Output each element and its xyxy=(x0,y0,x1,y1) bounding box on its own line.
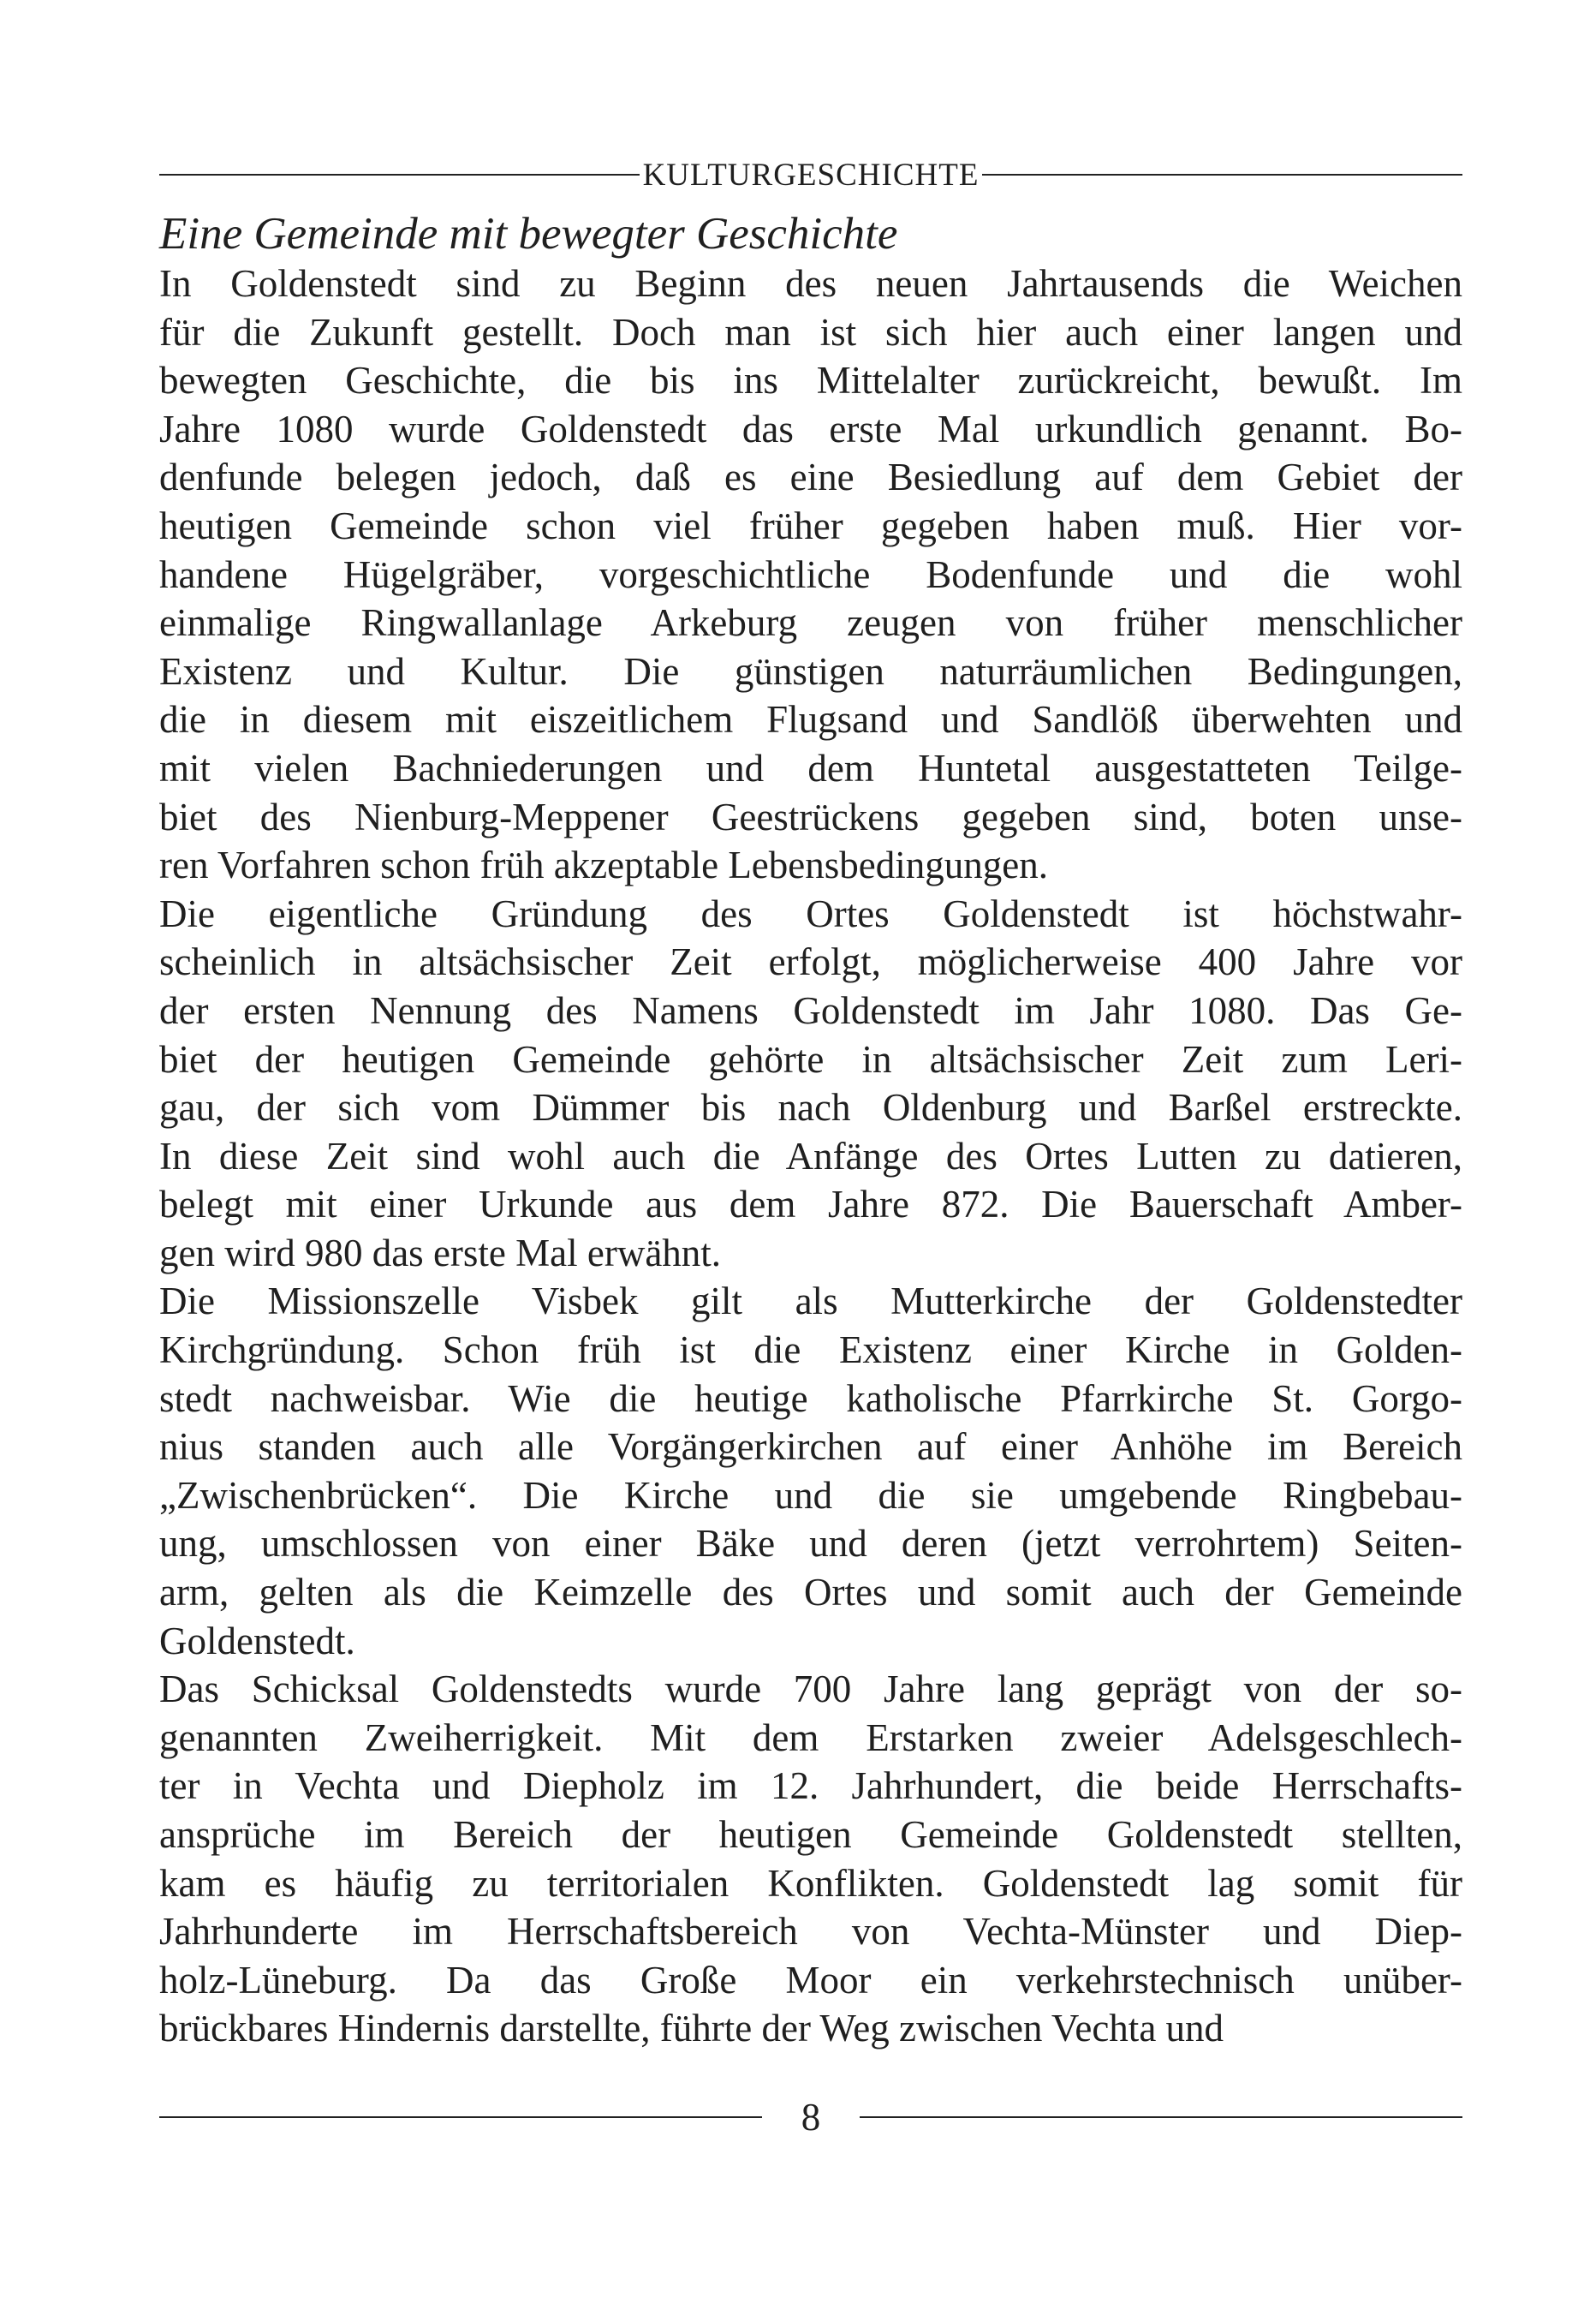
text-line: Die eigentliche Gründung des Ortes Goldenstedt ist höchstwahr- xyxy=(159,892,1462,935)
text-line: ter in Vechta und Diepholz im 12. Jahrhundert, die beide Herrschafts- xyxy=(159,1764,1462,1808)
text-line: Goldenstedt. xyxy=(159,1619,355,1662)
section-heading: KULTURGESCHICHTE xyxy=(642,157,980,193)
text-line: Die Missionszelle Visbek gilt als Mutterkirche der Goldenstedter xyxy=(159,1280,1462,1323)
page-footer xyxy=(159,2093,1462,2141)
header-rule-left xyxy=(159,174,640,176)
page-content xyxy=(159,209,1462,2053)
text-line: der ersten Nennung des Namens Goldenstedt im Jahr 1080. Das Ge- xyxy=(159,988,1462,1032)
text-line: ren Vorfahren schon früh akzeptable Lebensbedingungen. xyxy=(159,844,1048,887)
text-line: scheinlich in altsächsischer Zeit erfolgt, möglicherweise 400 Jahre vor xyxy=(159,940,1462,984)
text-line: ansprüche im Bereich der heutigen Gemeinde Goldenstedt stellten, xyxy=(159,1813,1462,1856)
paragraph xyxy=(159,1277,1462,1665)
text-line: brückbares Hindernis darstellte, führte der Weg zwischen Vechta und xyxy=(159,2007,1224,2050)
text-line: gen wird 980 das erste Mal erwähnt. xyxy=(159,1231,722,1274)
text-line: für die Zukunft gestellt. Doch man ist sich hier auch einer langen und xyxy=(159,310,1462,354)
article-title: Eine Gemeinde mit bewegter Geschichte xyxy=(159,209,898,259)
text-line: biet des Nienburg-Meppener Geestrückens gegeben sind, boten unse- xyxy=(159,795,1462,838)
running-header xyxy=(159,151,1462,199)
paragraph xyxy=(159,890,1462,1278)
text-line: mit vielen Bachniederungen und dem Huntetal ausgestatteten Teilge- xyxy=(159,746,1462,790)
text-line: gau, der sich vom Dümmer bis nach Oldenburg und Barßel erstreckte. xyxy=(159,1086,1462,1130)
text-line: Kirchgründung. Schon früh ist die Existenz einer Kirche in Golden- xyxy=(159,1328,1462,1372)
text-line: holz-Lüneburg. Da das Große Moor ein verkehrstechnisch unüber- xyxy=(159,1958,1462,2002)
text-line: Existenz und Kultur. Die günstigen naturräumlichen Bedingungen, xyxy=(159,649,1462,693)
footer-rule-right xyxy=(860,2116,1462,2118)
header-rule-right xyxy=(982,174,1462,176)
text-line: einmalige Ringwallanlage Arkeburg zeugen von früher menschlicher xyxy=(159,601,1462,645)
article-body xyxy=(159,260,1462,2053)
text-line: die in diesem mit eiszeitlichem Flugsand und Sandlöß überwehten und xyxy=(159,698,1462,742)
text-line: In diese Zeit sind wohl auch die Anfänge des Ortes Lutten zu datieren, xyxy=(159,1134,1462,1178)
footer-rule-left xyxy=(159,2116,762,2118)
text-line: „Zwischenbrücken“. Die Kirche und die sie umgebende Ringbebau- xyxy=(159,1473,1462,1517)
text-line: stedt nachweisbar. Wie die heutige katholische Pfarrkirche St. Gorgo- xyxy=(159,1376,1462,1420)
text-line: bewegten Geschichte, die bis ins Mittelalter zurückreicht, bewußt. Im xyxy=(159,359,1462,403)
text-line: ung, umschlossen von einer Bäke und deren (jetzt verrohrtem) Seiten- xyxy=(159,1522,1462,1566)
text-line: handene Hügelgräber, vorgeschichtliche Bodenfunde und die wohl xyxy=(159,552,1462,596)
text-line: In Goldenstedt sind zu Beginn des neuen Jahrtausends die Weichen xyxy=(159,262,1462,305)
text-line: denfunde belegen jedoch, daß es eine Besiedlung auf dem Gebiet der xyxy=(159,456,1462,499)
text-line: nius standen auch alle Vorgängerkirchen auf einer Anhöhe im Bereich xyxy=(159,1425,1462,1469)
text-line: genannten Zweiherrigkeit. Mit dem Erstarken zweier Adelsgeschlech- xyxy=(159,1715,1462,1759)
text-line: belegt mit einer Urkunde aus dem Jahre 872. Die Bauerschaft Amber- xyxy=(159,1183,1462,1226)
text-line: Jahrhunderte im Herrschaftsbereich von Vechta-Münster und Diep- xyxy=(159,1910,1462,1954)
text-line: heutigen Gemeinde schon viel früher gegeben haben muß. Hier vor- xyxy=(159,504,1462,547)
text-line: Das Schicksal Goldenstedts wurde 700 Jahre lang geprägt von der so- xyxy=(159,1668,1462,1711)
paragraph xyxy=(159,260,1462,890)
page-number: 8 xyxy=(801,2095,821,2139)
text-line: arm, gelten als die Keimzelle des Ortes und somit auch der Gemeinde xyxy=(159,1571,1462,1614)
text-line: Jahre 1080 wurde Goldenstedt das erste Mal urkundlich genannt. Bo- xyxy=(159,407,1462,450)
text-line: biet der heutigen Gemeinde gehörte in altsächsischer Zeit zum Leri- xyxy=(159,1037,1462,1081)
text-line: kam es häufig zu territorialen Konflikten. Goldenstedt lag somit für xyxy=(159,1861,1462,1905)
paragraph xyxy=(159,1665,1462,2053)
